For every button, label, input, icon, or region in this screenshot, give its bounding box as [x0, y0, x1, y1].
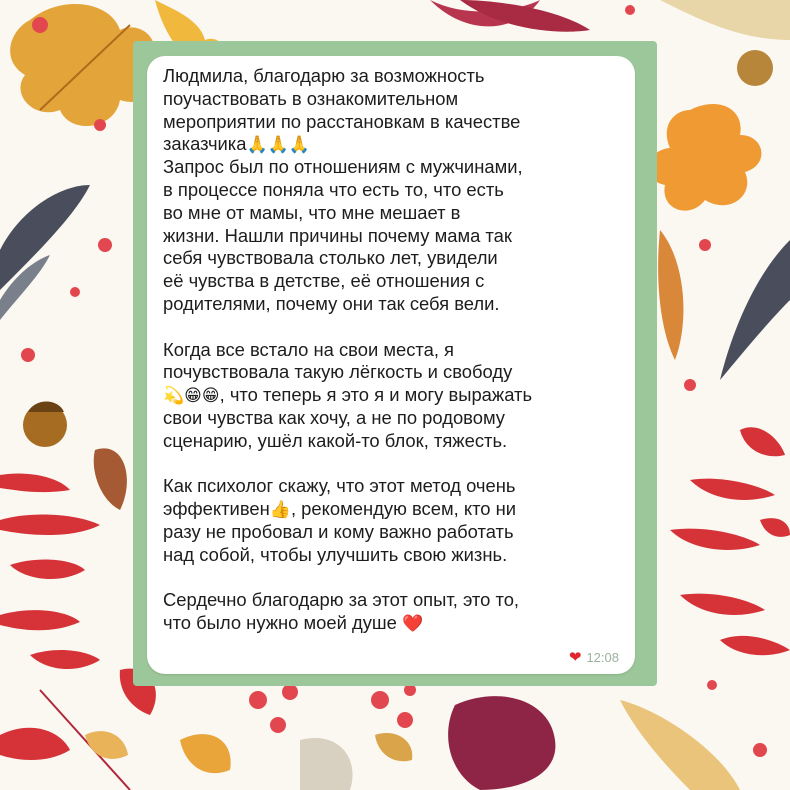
leaf-icon [300, 738, 353, 790]
message-paragraph-3: Как психолог скажу, что этот метод очень эффективен👍, рекомендую всем, кто ни разу не пробовал и кому важно работать над собой, чтобы улучшить свою жизнь. [163, 475, 517, 565]
message-paragraph-4: Сердечно благодарю за этот опыт, это то, что было нужно моей душе ❤️ [163, 589, 520, 634]
leaf-icon [658, 230, 683, 360]
leaf-icon [448, 696, 555, 790]
heart-reaction-icon[interactable]: ❤ [568, 649, 582, 666]
heart-emoji-icon: ❤️ [402, 614, 424, 634]
leaf-icon [620, 700, 740, 790]
leaf-icon [85, 731, 128, 759]
oak-leaf-icon [649, 104, 762, 211]
feather-icon [0, 185, 90, 290]
leaf-icon [375, 733, 412, 761]
leaf-icon [0, 728, 70, 760]
pray-emoji-icon: 🙏🙏🙏 [246, 135, 311, 155]
feather-icon [720, 240, 790, 380]
message-paragraph-1: Людмила, благодарю за возможность поучаствовать в ознакомительном мероприятии по расстановкам в качестве заказчика🙏🙏🙏 Запрос был по отношениям с мужчинами, в процессе поняла что есть то, что есть во мне от мамы, что мне мешает в жизни. Нашли причины почему мама так себя чувствовала столько лет, увидели её чувства в детстве, её отношения с родителями, почему они так себя вели. [163, 65, 523, 314]
message-bubble[interactable] [147, 56, 635, 674]
thumbs-up-emoji-icon: 👍 [269, 500, 291, 520]
acorn-icon [28, 402, 64, 413]
leaf-icon [660, 0, 790, 40]
rowan-leaves-icon [670, 427, 790, 655]
message-text [163, 65, 625, 635]
acorn-icon [737, 50, 773, 86]
message-time: 12:08 [586, 649, 619, 665]
message-meta [569, 648, 619, 666]
leaf-icon [94, 448, 127, 510]
dizzy-grin-emoji-icon: 💫😁😁 [163, 386, 220, 406]
leaf-icon [180, 734, 231, 773]
message-paragraph-2: Когда все встало на свои места, я почувствовала такую лёгкость и свободу 💫😁😁, что теперь я это я и могу выражать свои чувства как хочу, а не по родовому сценарию, ушёл какой-то блок, тяжесть. [163, 338, 533, 451]
